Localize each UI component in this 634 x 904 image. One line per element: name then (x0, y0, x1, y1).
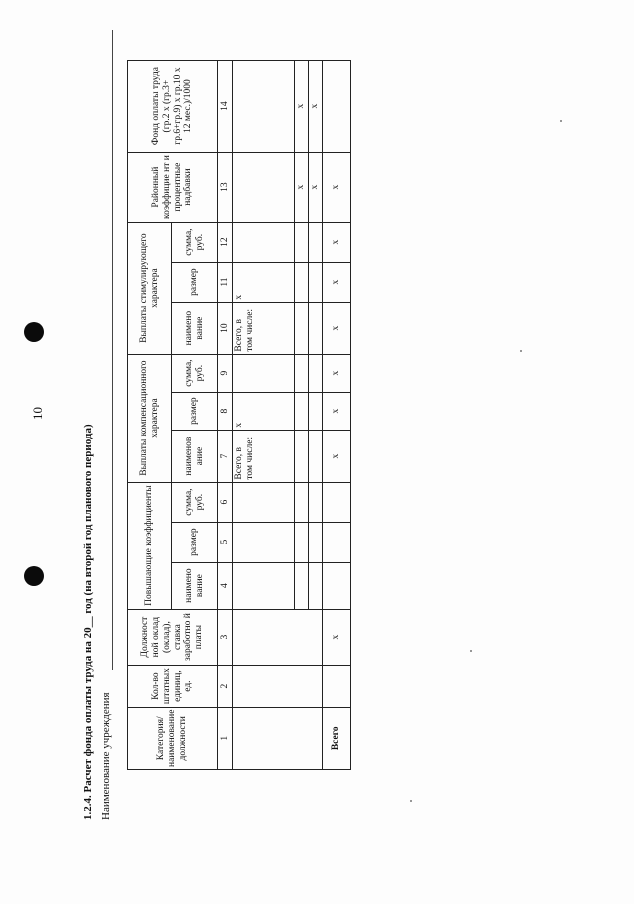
cell-x: х (295, 152, 309, 222)
subheader-sum: сумма, руб. (172, 354, 218, 392)
binder-hole-bottom (24, 566, 44, 586)
cell-empty[interactable] (233, 354, 295, 392)
column-number: 7 (218, 430, 233, 482)
cell-empty[interactable] (309, 392, 323, 430)
cell-empty[interactable] (309, 354, 323, 392)
cell-empty[interactable] (323, 665, 351, 707)
cell-empty[interactable] (233, 222, 295, 262)
column-number: 3 (218, 609, 233, 665)
cell-empty[interactable] (323, 562, 351, 609)
column-number: 12 (218, 222, 233, 262)
column-number: 1 (218, 707, 233, 769)
cell-x: х (323, 152, 351, 222)
cell-empty[interactable] (295, 562, 309, 609)
rotated-page-content (30, 0, 634, 860)
column-number: 11 (218, 262, 233, 302)
cell-x: х (323, 430, 351, 482)
cell-empty[interactable] (233, 152, 295, 222)
column-number: 13 (218, 152, 233, 222)
cell-empty[interactable] (295, 482, 309, 522)
cell-empty[interactable] (295, 354, 309, 392)
cell-x: х (309, 60, 323, 152)
cell-empty[interactable] (295, 430, 309, 482)
cell-empty[interactable] (309, 562, 323, 609)
cell-x: х (295, 60, 309, 152)
cell-empty[interactable] (309, 302, 323, 354)
column-number: 5 (218, 522, 233, 562)
column-number: 6 (218, 482, 233, 522)
cell-empty[interactable] (295, 522, 309, 562)
cell-empty[interactable] (233, 665, 323, 707)
subheader-size: размер (172, 522, 218, 562)
cell-empty[interactable] (323, 482, 351, 522)
binder-hole-top (24, 322, 44, 342)
cell-empty[interactable] (323, 522, 351, 562)
cell-empty[interactable] (233, 482, 295, 522)
header-compensation-payments: Выплаты компенсационного характера (128, 354, 172, 482)
cell-empty[interactable] (309, 222, 323, 262)
cell-x: х (233, 262, 295, 302)
header-wage-fund: Фонд оплаты труда (гр.2 х (гр.3+ гр.6+гр.9) х гр.10 х 12 мес.)/1000 (128, 60, 218, 152)
header-raising-coefficients: Повышающие коэффициенты (128, 482, 172, 609)
cell-x: х (323, 222, 351, 262)
cell-x: х (323, 392, 351, 430)
cell-empty[interactable] (233, 609, 323, 665)
header-stimulating-payments: Выплаты стимулирующего характера (128, 222, 172, 354)
cell-empty[interactable] (295, 222, 309, 262)
subheader-size: размер (172, 262, 218, 302)
total-row (323, 60, 351, 769)
subheader-name: наименов ание (172, 430, 218, 482)
total-including-label: Всего, в том числе: (233, 430, 295, 482)
cell-empty[interactable] (309, 430, 323, 482)
subheader-name: наимено вание (172, 562, 218, 609)
subheader-name: наимено вание (172, 302, 218, 354)
institution-name-line (112, 30, 113, 670)
cell-empty[interactable] (233, 707, 323, 769)
cell-empty[interactable] (295, 392, 309, 430)
column-number: 4 (218, 562, 233, 609)
wage-fund-table (127, 60, 351, 770)
column-number: 14 (218, 60, 233, 152)
cell-empty[interactable] (309, 262, 323, 302)
page-number: 10 (30, 407, 45, 420)
cell-x: х (323, 302, 351, 354)
column-number-row (218, 60, 233, 769)
cell-x: х (233, 392, 295, 430)
subheader-sum: сумма, руб. (172, 222, 218, 262)
subheader-size: размер (172, 392, 218, 430)
cell-x: х (323, 609, 351, 665)
column-number: 8 (218, 392, 233, 430)
table-row (233, 60, 295, 769)
cell-x: х (309, 152, 323, 222)
cell-empty[interactable] (233, 60, 295, 152)
subheader-sum: сумма, руб. (172, 482, 218, 522)
cell-empty[interactable] (295, 262, 309, 302)
header-regional-coefficient: Районный коэффицие нт и процентные надбавки (128, 152, 218, 222)
cell-x: х (323, 262, 351, 302)
cell-empty[interactable] (233, 522, 295, 562)
header-staff-count: Кол-во штатных единиц, ед. (128, 665, 218, 707)
column-number: 9 (218, 354, 233, 392)
column-number: 2 (218, 665, 233, 707)
cell-empty[interactable] (295, 302, 309, 354)
cell-empty[interactable] (233, 562, 295, 609)
header-category: Категория/ наименование должности (128, 707, 218, 769)
header-salary: Должност ной оклад (оклад), ставка заработно й платы (128, 609, 218, 665)
cell-empty[interactable] (309, 522, 323, 562)
institution-label: Наименование учреждения (100, 692, 112, 820)
section-title: 1.2.4. Расчет фонда оплаты труда на 20__ год (на второй год планового периода) (82, 424, 94, 820)
cell-empty[interactable] (309, 482, 323, 522)
cell-x: х (323, 354, 351, 392)
total-row-label: Всего (323, 707, 351, 769)
cell-empty[interactable] (323, 60, 351, 152)
column-number: 10 (218, 302, 233, 354)
total-including-label: Всего, в том числе: (233, 302, 295, 354)
